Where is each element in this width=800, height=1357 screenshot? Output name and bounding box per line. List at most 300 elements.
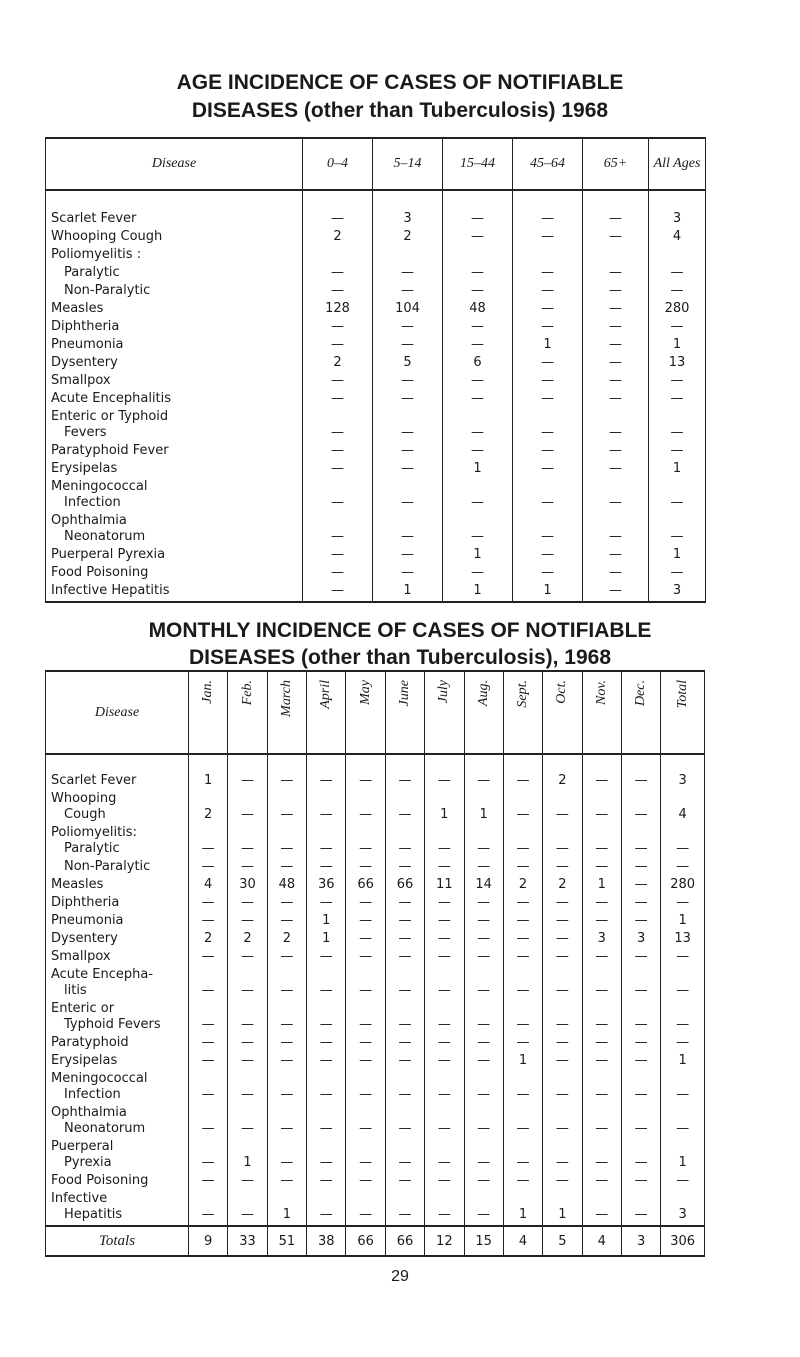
value-text: —: [477, 949, 491, 964]
value-cell: [303, 247, 373, 265]
value-cell: [373, 391, 443, 409]
value-text: —: [401, 373, 414, 388]
disease-label-line: Measles: [51, 877, 104, 892]
value-text: —: [437, 913, 451, 928]
disease-name: [46, 301, 303, 319]
value-text: —: [398, 895, 412, 910]
value-text: —: [477, 1053, 491, 1068]
value-cell: [583, 247, 649, 265]
t2-header-label: Nov.: [593, 680, 609, 706]
value-cell: [425, 791, 464, 825]
disease-label-line: Diphtheria: [51, 895, 120, 910]
value-cell: [228, 895, 267, 913]
value-text: —: [331, 391, 344, 406]
value-cell: [307, 1139, 346, 1173]
value-cell: [649, 265, 706, 283]
value-text: —: [401, 319, 414, 334]
value-text: —: [437, 859, 451, 874]
value-text: 1: [678, 1155, 687, 1170]
value-text: —: [595, 1087, 609, 1102]
value-cell: [503, 1105, 542, 1139]
value-text: —: [471, 283, 484, 298]
value-cell: [188, 1105, 227, 1139]
table-row: [46, 1071, 705, 1105]
value-cell: [464, 1173, 503, 1191]
value-cell: [582, 859, 621, 877]
value-cell: [373, 479, 443, 513]
value-cell: [649, 319, 706, 337]
value-cell: [267, 1139, 306, 1173]
value-cell: [425, 1053, 464, 1071]
value-text: —: [670, 265, 684, 280]
value-cell: [228, 754, 267, 791]
value-cell: [425, 1173, 464, 1191]
value-text: —: [516, 1017, 530, 1032]
table-row: [46, 479, 706, 513]
t2-header-0: Disease: [46, 671, 189, 754]
value-cell: [661, 791, 705, 825]
value-cell: [425, 754, 464, 791]
value-text: —: [359, 895, 373, 910]
value-text: —: [595, 1121, 609, 1136]
value-cell: [649, 461, 706, 479]
disease-name: [46, 949, 189, 967]
t2-header-label: Jan.: [200, 680, 216, 704]
value-text: —: [670, 495, 684, 510]
value-text: —: [477, 1017, 491, 1032]
disease-label-line: Typhoid Fevers: [64, 1017, 161, 1032]
table-row: [46, 301, 706, 319]
disease-label-line: Scarlet Fever: [51, 773, 137, 788]
value-cell: [425, 1191, 464, 1226]
value-cell: [307, 1191, 346, 1226]
value-text: —: [477, 931, 491, 946]
disease-name: [46, 283, 303, 301]
value-cell: [513, 583, 583, 602]
value-cell: [228, 859, 267, 877]
table-row: [46, 337, 706, 355]
value-text: —: [541, 265, 554, 280]
t1-header-3: 15–44: [443, 138, 513, 190]
value-text: —: [201, 983, 215, 998]
value-cell: [513, 319, 583, 337]
value-text: —: [541, 443, 554, 458]
value-text: 66: [357, 877, 374, 892]
value-text: —: [595, 913, 609, 928]
value-cell: [303, 391, 373, 409]
value-cell: [346, 1139, 385, 1173]
value-text: —: [609, 529, 622, 544]
value-cell: [583, 190, 649, 229]
value-cell: [385, 1139, 424, 1173]
value-text: 3: [678, 1207, 687, 1222]
value-text: —: [401, 443, 414, 458]
value-text: 1: [322, 931, 331, 946]
t2-header-4: [307, 671, 346, 754]
value-cell: [373, 565, 443, 583]
t1-header-5: 65+: [583, 138, 649, 190]
totals-cell: 306: [661, 1226, 705, 1256]
value-text: —: [541, 529, 554, 544]
value-text: —: [241, 1207, 255, 1222]
value-text: —: [359, 1207, 373, 1222]
value-cell: [303, 283, 373, 301]
value-text: —: [634, 1035, 648, 1050]
disease-label-line: Infective: [51, 1191, 108, 1206]
value-text: —: [437, 1207, 451, 1222]
value-cell: [425, 931, 464, 949]
value-cell: [307, 754, 346, 791]
table-row: [46, 373, 706, 391]
value-text: —: [241, 913, 255, 928]
value-cell: [543, 1053, 582, 1071]
value-cell: [373, 301, 443, 319]
value-text: —: [516, 913, 530, 928]
value-text: —: [398, 1173, 412, 1188]
value-text: 2: [282, 931, 292, 946]
value-cell: [464, 949, 503, 967]
value-cell: [188, 754, 227, 791]
value-cell: [503, 895, 542, 913]
value-cell: [583, 229, 649, 247]
value-text: —: [609, 211, 622, 226]
value-cell: [513, 409, 583, 443]
value-cell: [267, 754, 306, 791]
value-cell: [267, 791, 306, 825]
age-table-title-line1: AGE INCIDENCE OF CASES OF NOTIFIABLE: [176, 71, 624, 94]
disease-label-line: Scarlet Fever: [51, 211, 137, 226]
value-text: 1: [473, 547, 482, 562]
value-text: —: [201, 1121, 215, 1136]
value-cell: [443, 461, 513, 479]
value-cell: [513, 247, 583, 265]
disease-name: [46, 190, 303, 229]
disease-name: [46, 565, 303, 583]
value-text: —: [471, 565, 484, 580]
value-cell: [582, 754, 621, 791]
value-cell: [443, 373, 513, 391]
value-cell: [267, 1191, 306, 1226]
value-text: —: [398, 1017, 412, 1032]
value-text: 1: [473, 583, 482, 598]
value-text: —: [280, 949, 294, 964]
totals-cell: 38: [307, 1226, 346, 1256]
value-text: —: [319, 1121, 333, 1136]
value-text: —: [359, 1087, 373, 1102]
value-text: —: [609, 461, 622, 476]
value-text: —: [595, 895, 609, 910]
value-text: —: [319, 949, 333, 964]
value-text: —: [555, 983, 569, 998]
value-cell: [303, 479, 373, 513]
value-text: —: [241, 895, 255, 910]
table-row: [46, 754, 705, 791]
table-row: [46, 229, 706, 247]
value-cell: [621, 791, 660, 825]
value-cell: [503, 967, 542, 1001]
value-cell: [513, 547, 583, 565]
value-cell: [661, 825, 705, 859]
value-cell: [621, 1001, 660, 1035]
value-cell: [228, 1071, 267, 1105]
value-cell: [621, 967, 660, 1001]
value-text: —: [241, 1053, 255, 1068]
value-text: —: [516, 949, 530, 964]
value-text: —: [541, 283, 554, 298]
value-text: —: [359, 1035, 373, 1050]
value-cell: [583, 479, 649, 513]
table-row: [46, 825, 705, 859]
disease-name: [46, 825, 189, 859]
value-text: —: [477, 1155, 491, 1170]
value-text: —: [676, 1173, 690, 1188]
value-text: —: [319, 1035, 333, 1050]
value-text: 1: [518, 1053, 528, 1068]
value-cell: [583, 547, 649, 565]
disease-label-line: Hepatitis: [64, 1207, 123, 1222]
value-cell: [513, 190, 583, 229]
value-cell: [621, 754, 660, 791]
value-text: —: [477, 841, 491, 856]
value-text: 3: [672, 583, 682, 598]
value-cell: [464, 791, 503, 825]
value-text: —: [471, 319, 484, 334]
value-cell: [307, 1035, 346, 1053]
disease-label-line: Poliomyelitis:: [51, 825, 137, 840]
value-cell: [267, 825, 306, 859]
table-row: [46, 355, 706, 373]
value-cell: [543, 1035, 582, 1053]
disease-name: [46, 319, 303, 337]
value-cell: [503, 913, 542, 931]
value-cell: [267, 1105, 306, 1139]
value-cell: [583, 355, 649, 373]
value-text: —: [555, 931, 569, 946]
t2-header-8: [464, 671, 503, 754]
value-text: —: [595, 1173, 609, 1188]
value-cell: [464, 1071, 503, 1105]
value-text: —: [359, 983, 373, 998]
value-text: —: [437, 1121, 451, 1136]
disease-label-line: Paratyphoid Fever: [51, 443, 169, 458]
value-cell: [443, 247, 513, 265]
page-number: 29: [391, 1268, 409, 1285]
value-cell: [385, 967, 424, 1001]
value-cell: [464, 877, 503, 895]
value-cell: [373, 547, 443, 565]
value-text: 48: [469, 301, 486, 316]
disease-name: [46, 247, 303, 265]
value-text: —: [516, 1035, 530, 1050]
value-cell: [503, 1053, 542, 1071]
value-cell: [385, 1035, 424, 1053]
value-cell: [464, 1105, 503, 1139]
value-cell: [373, 355, 443, 373]
value-cell: [503, 1191, 542, 1226]
disease-label-line: Erysipelas: [51, 1053, 118, 1068]
value-text: 3: [597, 931, 606, 946]
value-cell: [661, 859, 705, 877]
value-cell: [346, 895, 385, 913]
value-text: —: [401, 565, 414, 580]
value-text: —: [241, 1087, 255, 1102]
disease-label-line: Acute Encepha-: [51, 967, 154, 982]
totals-cell: 4: [503, 1226, 542, 1256]
value-cell: [621, 877, 660, 895]
value-cell: [513, 373, 583, 391]
value-text: 1: [672, 461, 682, 476]
value-text: —: [634, 807, 648, 822]
value-text: —: [595, 773, 609, 788]
value-cell: [303, 190, 373, 229]
value-cell: [425, 1001, 464, 1035]
t2-header-2: [228, 671, 267, 754]
value-text: —: [398, 1121, 412, 1136]
monthly-incidence-table: [45, 670, 705, 1257]
value-cell: [503, 1139, 542, 1173]
value-text: —: [280, 895, 294, 910]
table-row: [46, 1173, 705, 1191]
value-text: —: [595, 859, 609, 874]
value-cell: [661, 1139, 705, 1173]
value-text: —: [477, 1035, 491, 1050]
t2-header-13: [661, 671, 705, 754]
value-cell: [464, 1035, 503, 1053]
value-cell: [583, 265, 649, 283]
value-text: 1: [678, 1053, 687, 1068]
value-cell: [649, 547, 706, 565]
disease-label-line: Dysentery: [51, 931, 118, 946]
value-cell: [661, 1035, 705, 1053]
value-text: —: [398, 1053, 412, 1068]
value-cell: [543, 1071, 582, 1105]
t2-header-label: July: [436, 680, 452, 704]
value-cell: [503, 859, 542, 877]
value-cell: [443, 355, 513, 373]
table-row: [46, 565, 706, 583]
table-row: [46, 409, 706, 443]
table-row: [46, 247, 706, 265]
value-cell: [443, 479, 513, 513]
value-text: —: [634, 913, 648, 928]
value-text: —: [331, 319, 344, 334]
value-text: —: [477, 1173, 491, 1188]
value-cell: [443, 513, 513, 547]
value-text: —: [437, 1053, 451, 1068]
value-text: 2: [558, 877, 567, 892]
value-cell: [267, 1071, 306, 1105]
value-text: —: [331, 495, 344, 510]
value-text: —: [471, 211, 484, 226]
value-cell: [267, 931, 306, 949]
t2-header-6: [385, 671, 424, 754]
value-text: —: [359, 1173, 373, 1188]
value-cell: [503, 877, 542, 895]
value-text: —: [359, 1121, 373, 1136]
value-text: —: [201, 1035, 215, 1050]
value-text: —: [319, 1053, 333, 1068]
value-text: —: [280, 1121, 294, 1136]
t1-header-1: 0–4: [303, 138, 373, 190]
disease-name: [46, 409, 303, 443]
value-cell: [513, 565, 583, 583]
value-cell: [543, 931, 582, 949]
value-cell: [649, 391, 706, 409]
t1-header-2: 5–14: [373, 138, 443, 190]
value-cell: [303, 461, 373, 479]
disease-name: [46, 265, 303, 283]
value-cell: [621, 949, 660, 967]
value-text: —: [676, 895, 690, 910]
value-cell: [267, 1053, 306, 1071]
value-text: —: [359, 913, 373, 928]
value-text: —: [331, 565, 344, 580]
value-cell: [649, 443, 706, 461]
value-cell: [385, 1053, 424, 1071]
disease-label-line: litis: [64, 983, 87, 998]
value-cell: [307, 895, 346, 913]
value-text: —: [319, 841, 333, 856]
value-cell: [346, 1071, 385, 1105]
value-cell: [543, 895, 582, 913]
value-cell: [228, 1173, 267, 1191]
value-text: 2: [204, 931, 213, 946]
value-cell: [303, 565, 373, 583]
disease-label-line: Puerperal Pyrexia: [51, 547, 166, 562]
value-text: —: [398, 1087, 412, 1102]
value-cell: [582, 825, 621, 859]
t2-header-label: Aug.: [475, 680, 491, 707]
value-text: 6: [473, 355, 482, 370]
disease-name: [46, 1035, 189, 1053]
value-text: 104: [395, 301, 420, 316]
disease-label-line: Smallpox: [51, 949, 111, 964]
value-cell: [346, 1053, 385, 1071]
value-text: —: [670, 425, 684, 440]
value-text: 36: [317, 877, 335, 892]
value-text: 1: [282, 1207, 292, 1222]
table-row: [46, 1001, 705, 1035]
t1-header-0: Disease: [46, 138, 303, 190]
value-text: —: [401, 391, 414, 406]
value-text: —: [359, 807, 373, 822]
value-cell: [621, 1173, 660, 1191]
value-text: —: [541, 495, 554, 510]
value-cell: [649, 337, 706, 355]
value-text: —: [477, 1121, 491, 1136]
value-text: —: [359, 1017, 373, 1032]
value-text: 2: [518, 877, 528, 892]
value-cell: [303, 513, 373, 547]
value-text: —: [437, 949, 451, 964]
value-cell: [228, 1139, 267, 1173]
value-text: —: [331, 583, 344, 598]
value-text: —: [280, 1017, 294, 1032]
value-text: —: [676, 949, 690, 964]
value-text: —: [595, 1155, 609, 1170]
value-cell: [303, 409, 373, 443]
value-cell: [307, 859, 346, 877]
table-row: [46, 1053, 705, 1071]
value-cell: [385, 1105, 424, 1139]
value-cell: [303, 547, 373, 565]
value-text: —: [401, 495, 414, 510]
value-text: 2: [403, 229, 412, 244]
value-text: —: [634, 1017, 648, 1032]
value-cell: [464, 913, 503, 931]
value-cell: [503, 1071, 542, 1105]
disease-label-line: Food Poisoning: [51, 565, 149, 580]
